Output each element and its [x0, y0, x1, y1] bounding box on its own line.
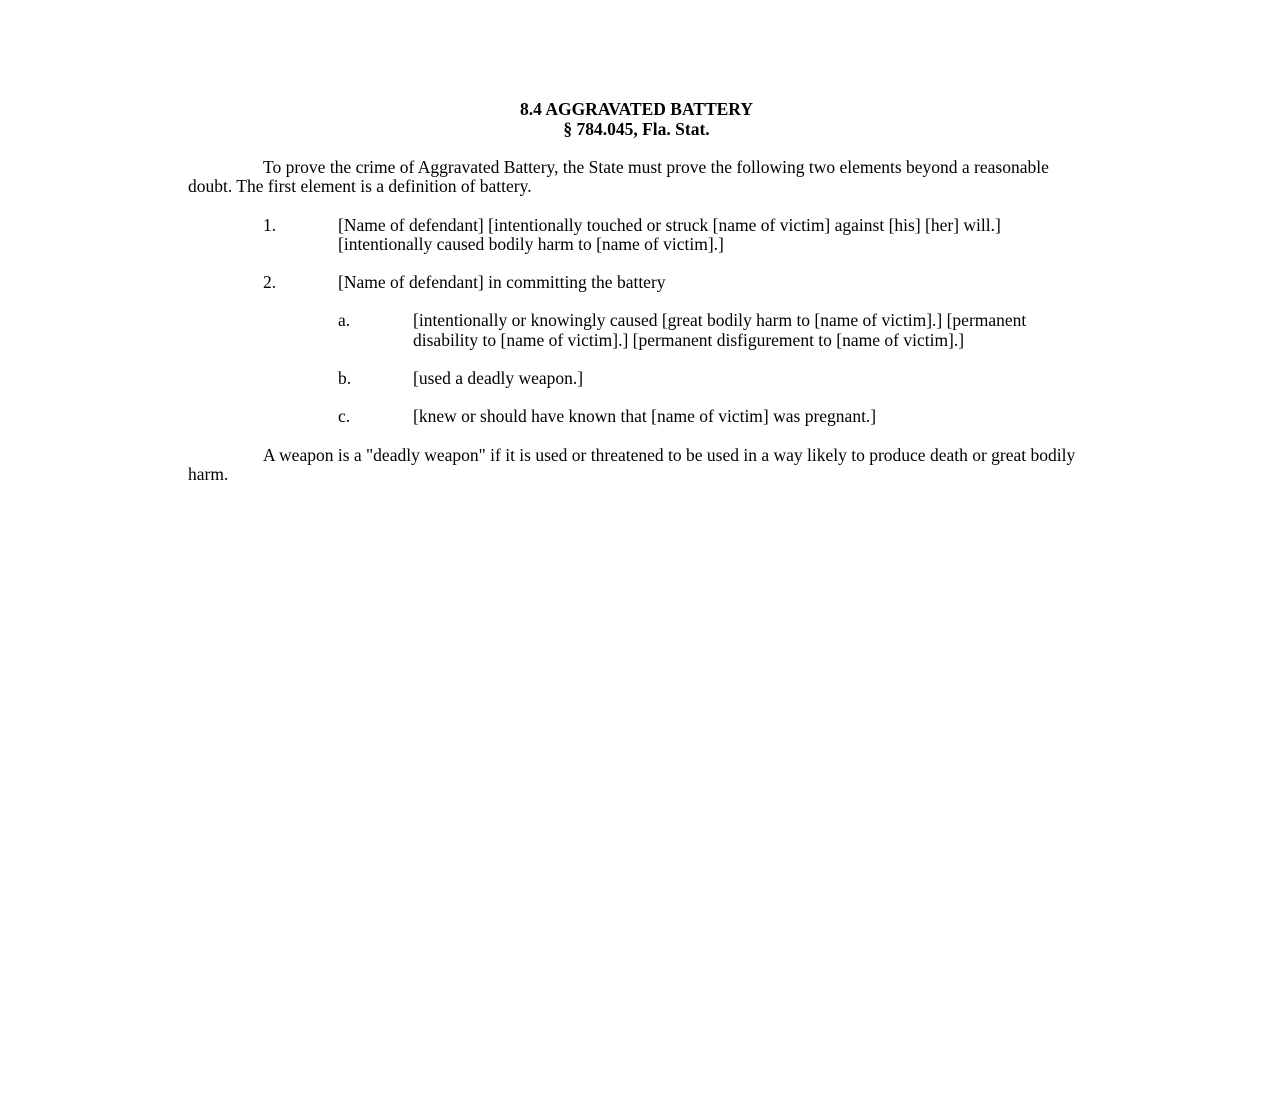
- document-heading: [188, 100, 1085, 139]
- deadly-weapon-definition: A weapon is a "deadly weapon" if it is used or threatened to be used in a way likely to produce death or great bodily harm.: [188, 444, 1076, 484]
- sub-element-a-text: [intentionally or knowingly caused [great bodily harm to [name of victim].] [permanent disability to [name of victim].] [permanent disfigurement to [name of victim].]: [413, 310, 1027, 350]
- document-page: [188, 100, 1088, 484]
- sub-element-a: [188, 311, 1078, 350]
- element-2-text: [Name of defendant] in committing the battery: [338, 272, 666, 293]
- statute-citation: § 784.045, Fla. Stat.: [563, 118, 710, 139]
- document-title: 8.4 AGGRAVATED BATTERY: [520, 99, 753, 119]
- element-2: [188, 273, 1043, 292]
- sub-element-b-text: [used a deadly weapon.]: [413, 368, 584, 389]
- sub-element-c-letter: c.: [338, 406, 351, 427]
- element-1-number: 1.: [263, 214, 277, 235]
- sub-element-a-letter: a.: [338, 310, 351, 331]
- sub-element-b: [188, 369, 1078, 388]
- sub-element-c-text: [knew or should have known that [name of victim] was pregnant.]: [413, 406, 877, 427]
- sub-element-b-letter: b.: [338, 368, 352, 389]
- element-1-text: [Name of defendant] [intentionally touched or struck [name of victim] against [his] [her] will.] [intentionally caused bodily harm to [name of victim].]: [338, 214, 1001, 254]
- element-1: [188, 216, 1043, 255]
- intro-paragraph: To prove the crime of Aggravated Battery, the State must prove the following two elements beyond a reasonable doubt. The first element is a definition of battery.: [188, 157, 1049, 197]
- element-2-number: 2.: [263, 272, 277, 293]
- sub-element-c: [188, 407, 1078, 426]
